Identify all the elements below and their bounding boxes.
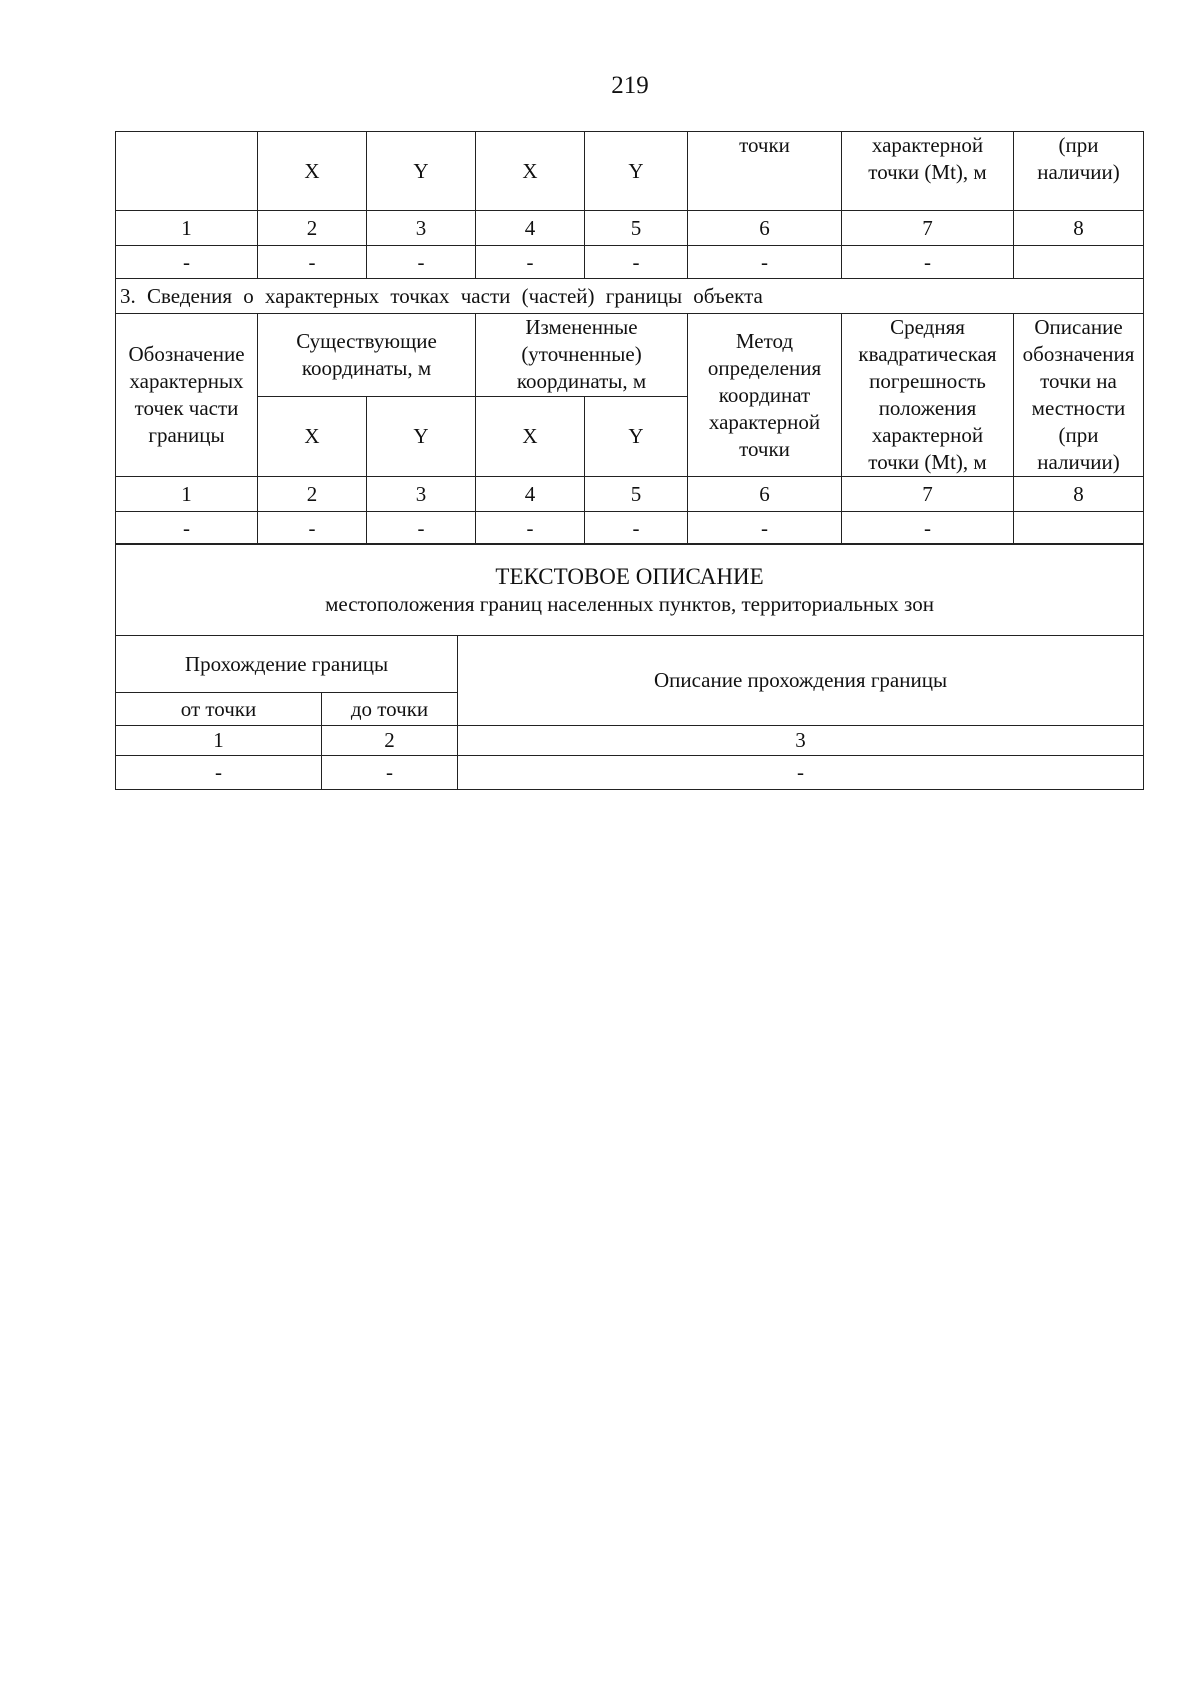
header-error-tail: характерной точки (Mt), м xyxy=(842,132,1014,211)
col-number: 2 xyxy=(258,477,367,512)
table-cell xyxy=(1014,246,1144,279)
col-number: 8 xyxy=(1014,477,1144,512)
header-description-tail: (при наличии) xyxy=(1014,132,1144,211)
col-number: 2 xyxy=(322,726,458,756)
header-method-tail: точки xyxy=(688,132,842,211)
header-changed-coordinates: Измененные (уточненные) координаты, м xyxy=(476,314,688,397)
header-y-changed: Y xyxy=(585,396,688,477)
col-number: 2 xyxy=(258,211,367,246)
text-description-title-cell xyxy=(116,544,1144,636)
table-cell: - xyxy=(842,512,1014,545)
table-cell: - xyxy=(585,512,688,545)
header-x-changed: X xyxy=(476,396,585,477)
table-cell: - xyxy=(116,756,322,790)
column-number-row xyxy=(116,477,1144,512)
table-cell: - xyxy=(258,512,367,545)
section-title-row xyxy=(116,279,1144,314)
table-cell: - xyxy=(367,512,476,545)
table-cell: - xyxy=(367,246,476,279)
characteristic-points-table xyxy=(115,131,1144,545)
col-number: 4 xyxy=(476,477,585,512)
table-cell: - xyxy=(258,246,367,279)
col-number: 3 xyxy=(458,726,1144,756)
header-to-point: до точки xyxy=(322,693,458,726)
table-cell: - xyxy=(476,246,585,279)
col-number: 7 xyxy=(842,477,1014,512)
header-cell-empty xyxy=(116,132,258,211)
table-cell: - xyxy=(322,756,458,790)
header-row xyxy=(116,314,1144,397)
column-number-row xyxy=(116,211,1144,246)
col-number: 3 xyxy=(367,211,476,246)
col-number: 6 xyxy=(688,477,842,512)
header-y-existing: Y xyxy=(367,396,476,477)
table-row xyxy=(116,246,1144,279)
page-number: 219 xyxy=(611,72,649,99)
table-cell: - xyxy=(688,512,842,545)
column-number-row xyxy=(116,726,1144,756)
header-boundary-passage: Прохождение границы xyxy=(116,636,458,693)
section-3-title: 3. Сведения о характерных точках части (частей) границы объекта xyxy=(116,279,1144,314)
col-number: 5 xyxy=(585,477,688,512)
table-row xyxy=(116,512,1144,545)
col-number: 7 xyxy=(842,211,1014,246)
header-x-changed: X xyxy=(476,132,585,211)
table-cell: - xyxy=(842,246,1014,279)
col-number: 4 xyxy=(476,211,585,246)
table-row xyxy=(116,756,1144,790)
header-y-existing: Y xyxy=(367,132,476,211)
header-from-point: от точки xyxy=(116,693,322,726)
title-row xyxy=(116,544,1144,636)
col-number: 8 xyxy=(1014,211,1144,246)
table-cell xyxy=(1014,512,1144,545)
header-existing-coordinates: Существующие координаты, м xyxy=(258,314,476,397)
col-number: 1 xyxy=(116,477,258,512)
col-number: 3 xyxy=(367,477,476,512)
header-method: Метод определения координат характерной точки xyxy=(688,314,842,477)
text-description-title: ТЕКСТОВОЕ ОПИСАНИЕ xyxy=(495,563,764,589)
table-cell: - xyxy=(688,246,842,279)
header-point-designation: Обозначение характерных точек части границы xyxy=(116,314,258,477)
col-number: 5 xyxy=(585,211,688,246)
table-cell: - xyxy=(116,246,258,279)
col-number: 6 xyxy=(688,211,842,246)
header-x-existing: X xyxy=(258,396,367,477)
continued-header-row xyxy=(116,132,1144,211)
text-description-table xyxy=(115,543,1144,790)
col-number: 1 xyxy=(116,726,322,756)
header-row xyxy=(116,636,1144,693)
table-cell: - xyxy=(585,246,688,279)
header-point-description: Описание обозначения точки на местности (при наличии) xyxy=(1014,314,1144,477)
header-passage-description: Описание прохождения границы xyxy=(458,636,1144,726)
header-mean-square-error: Средняя квадратическая погрешность положения характерной точки (Mt), м xyxy=(842,314,1014,477)
table-cell: - xyxy=(476,512,585,545)
table-cell: - xyxy=(458,756,1144,790)
col-number: 1 xyxy=(116,211,258,246)
text-description-subtitle: местоположения границ населенных пунктов, территориальных зон xyxy=(325,591,934,616)
header-y-changed: Y xyxy=(585,132,688,211)
table-cell: - xyxy=(116,512,258,545)
header-x-existing: X xyxy=(258,132,367,211)
